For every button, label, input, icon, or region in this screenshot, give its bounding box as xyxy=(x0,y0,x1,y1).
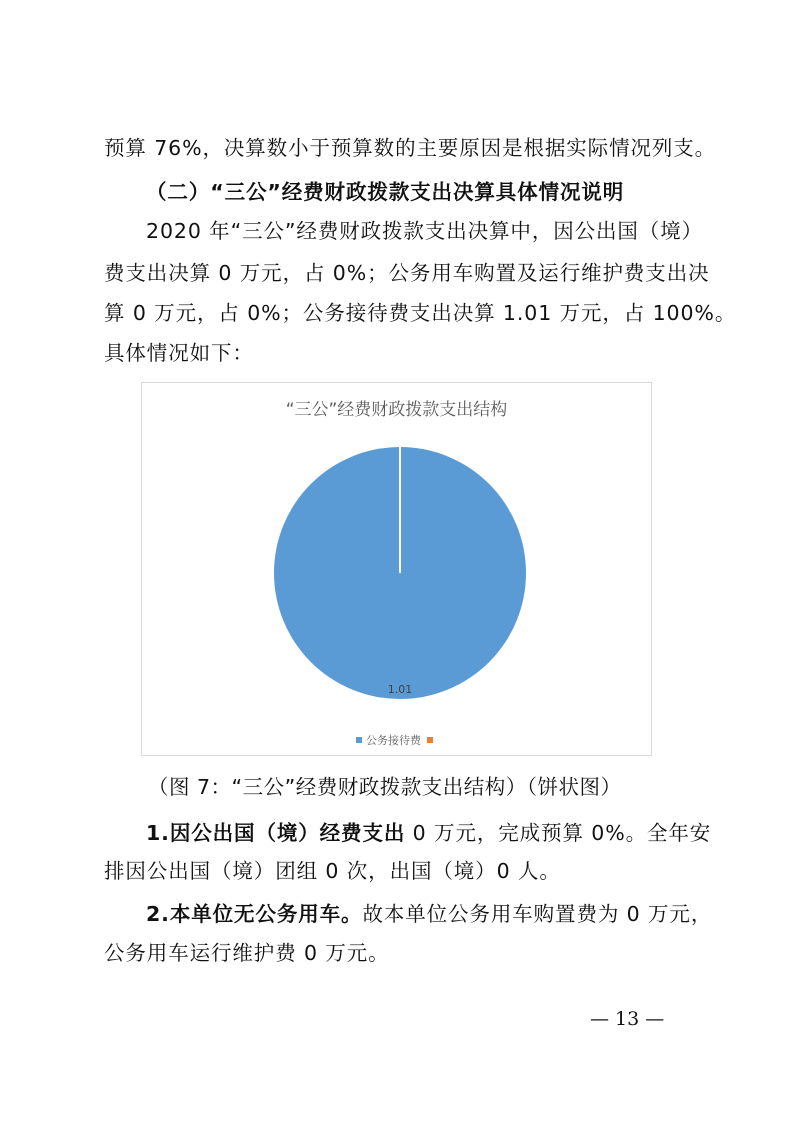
item-text: 故本单位公务用车购置费为 0 万元， xyxy=(362,902,713,926)
paragraph-line: 算 0 万元，占 0%；公务接待费支出决算 1.01 万元，占 100%。 xyxy=(104,301,737,325)
paragraph-line: 2020 年“三公”经费财政拨款支出决算中，因公出国（境） xyxy=(146,219,704,243)
item-text: 0 万元，完成预算 0%。全年安 xyxy=(405,821,712,845)
paragraph-line: 预算 76%，决算数小于预算数的主要原因是根据实际情况列支。 xyxy=(104,136,717,160)
data-label: 1.01 xyxy=(387,683,413,696)
paragraph-line: 公务用车运行维护费 0 万元。 xyxy=(104,941,390,965)
list-item xyxy=(146,816,711,846)
legend-label: 公务接待费 xyxy=(366,734,421,747)
figure-caption: （图 7：“三公”经费财政拨款支出结构）（饼状图） xyxy=(148,775,622,799)
chart-legend xyxy=(142,732,651,748)
legend-item xyxy=(427,737,437,743)
pie-chart xyxy=(141,382,652,756)
legend-item xyxy=(356,732,421,748)
page-number: — 13 — xyxy=(590,1008,665,1030)
paragraph-line: 费支出决算 0 万元，占 0%；公务用车购置及运行维护费支出决 xyxy=(104,261,710,285)
section-heading: （二）“三公”经费财政拨款支出决算具体情况说明 xyxy=(146,180,625,204)
chart-title: “三公”经费财政拨款支出结构 xyxy=(285,400,508,420)
list-item xyxy=(146,897,712,927)
item-heading: 2.本单位无公务用车。 xyxy=(146,902,363,926)
pie-plot-area xyxy=(142,383,653,757)
paragraph-line: 具体情况如下： xyxy=(104,341,254,365)
paragraph-line: 排因公出国（境）团组 0 次，出国（境）0 人。 xyxy=(104,859,561,883)
item-heading: 1.因公出国（境）经费支出 xyxy=(146,821,406,845)
legend-swatch xyxy=(356,737,362,743)
legend-swatch xyxy=(427,737,433,743)
